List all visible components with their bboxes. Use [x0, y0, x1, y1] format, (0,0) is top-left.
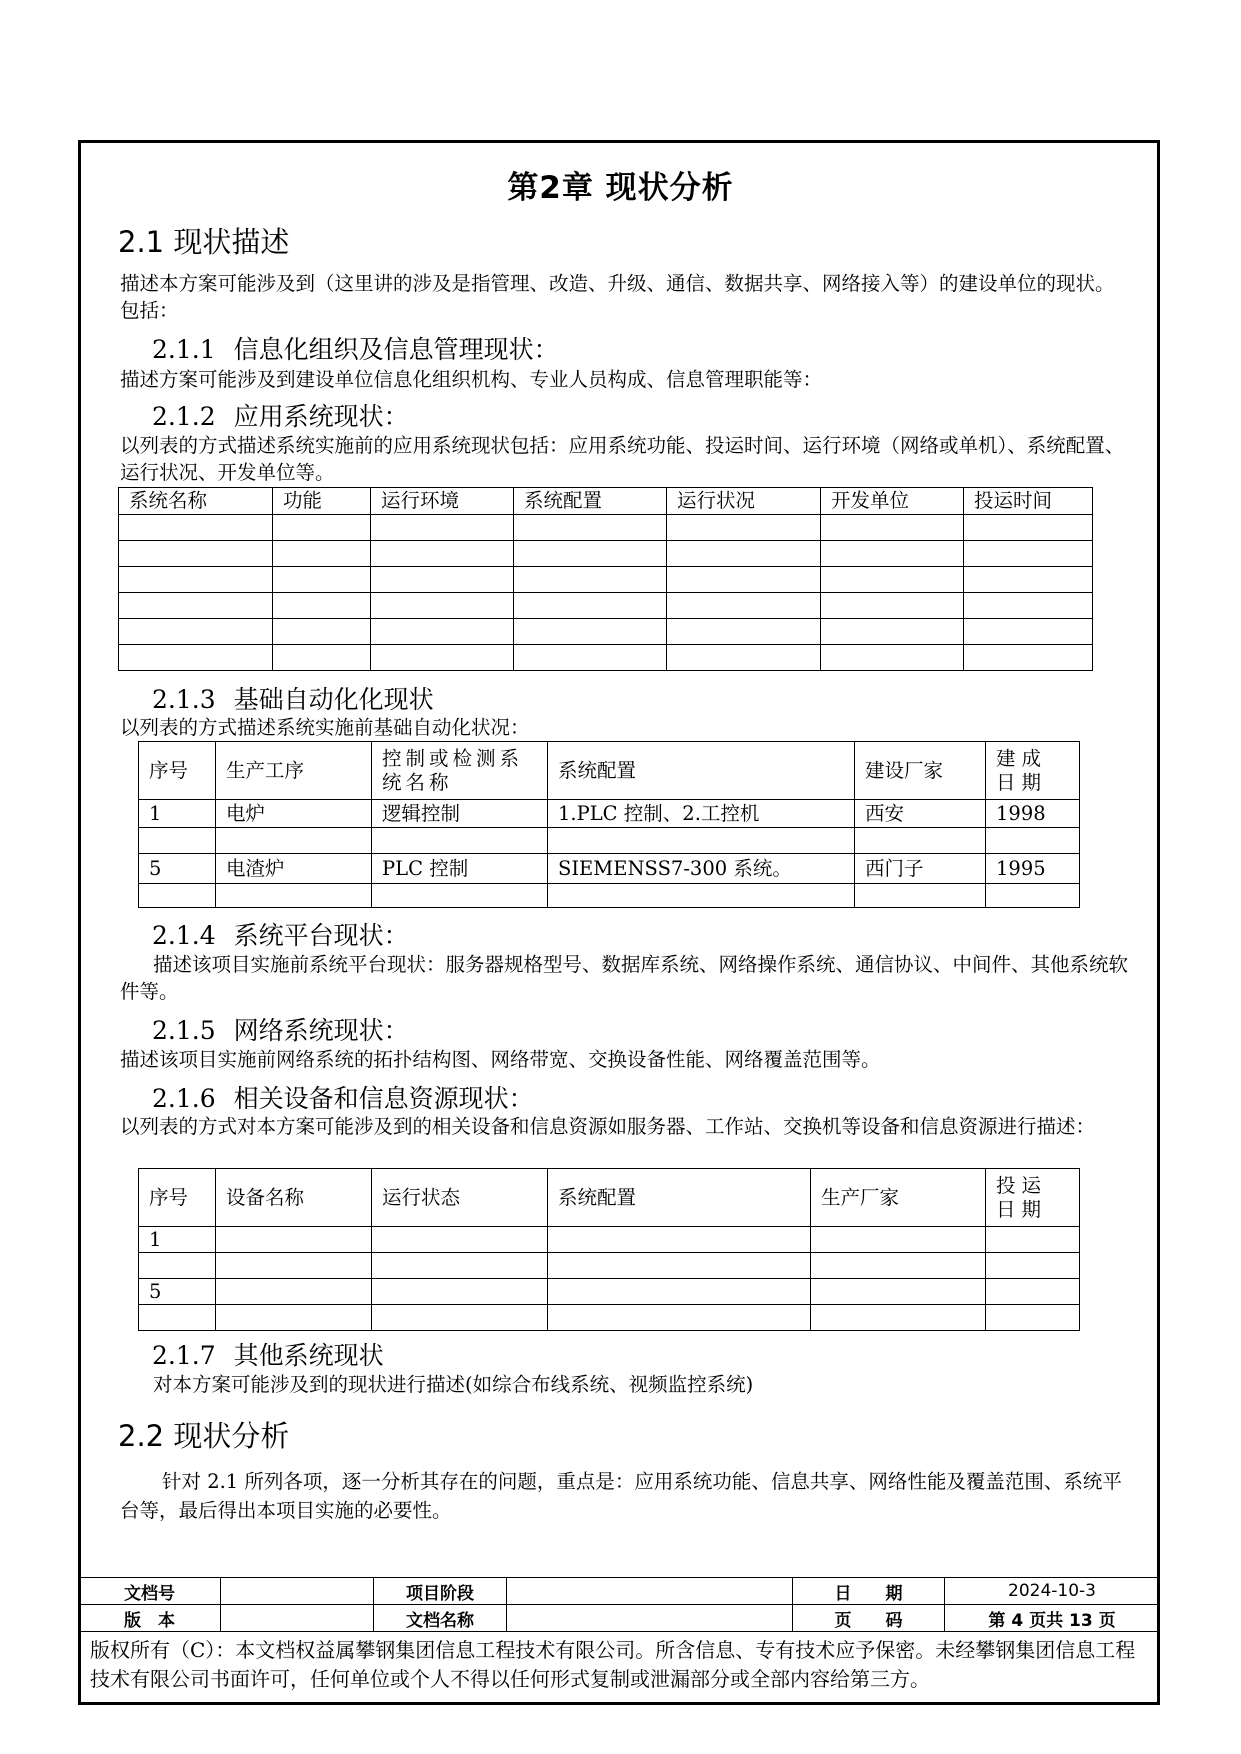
version-value [221, 1605, 374, 1632]
table-header-cell: 开发单位 [821, 488, 964, 515]
table-header-cell: 运行状况 [667, 488, 821, 515]
table-header-cell: 系统配置 [548, 742, 855, 800]
section-2-1-5-text: 描述该项目实施前网络系统的拓扑结构图、网络带宽、交换设备性能、网络覆盖范围等。 [120, 1048, 881, 1071]
date-value: 2024-10-3 [945, 1578, 1160, 1605]
table-cell: 电渣炉 [216, 854, 372, 884]
table-cell [216, 884, 372, 908]
section-2-1-5-heading [152, 1011, 409, 1047]
table-cell [986, 884, 1080, 908]
table-cell: 逻辑控制 [372, 800, 548, 828]
application-systems-table [118, 487, 1093, 671]
section-title: 基础自动化化现状 [233, 685, 434, 714]
section-title: 信息化组织及信息管理现状： [233, 335, 559, 364]
table-cell: 1 [139, 1227, 216, 1253]
table-cell [548, 828, 855, 854]
table-row [139, 854, 1080, 884]
table-cell [139, 1305, 216, 1331]
table-header-cell: 建设厂家 [855, 742, 986, 800]
section-2-1-6-text: 以列表的方式对本方案可能涉及到的相关设备和信息资源如服务器、工作站、交换机等设备和信息资源进行描述： [120, 1115, 1096, 1138]
project-stage-value [507, 1578, 793, 1605]
table-header-row [119, 488, 1093, 515]
section-title: 其他系统现状 [233, 1341, 384, 1370]
table-header-cell: 运行环境 [371, 488, 514, 515]
table-row [139, 1227, 1080, 1253]
chapter-title: 第2章 现状分析 [507, 170, 734, 206]
section-number: 2.1.7 [152, 1341, 216, 1370]
table-row [119, 567, 1093, 593]
table-cell [216, 828, 372, 854]
table-row [119, 541, 1093, 567]
table-cell [548, 884, 855, 908]
table-header-cell: 序号 [139, 742, 216, 800]
table-cell: 1995 [986, 854, 1080, 884]
section-2-1-title: 2.1 现状描述 [118, 225, 290, 259]
table-cell [855, 828, 986, 854]
section-2-1-3-text: 以列表的方式描述系统实施前基础自动化状况： [120, 716, 530, 739]
table-header-cell: 建成日期 [986, 742, 1080, 800]
section-title: 网络系统现状： [233, 1016, 409, 1045]
table-row [139, 828, 1080, 854]
section-number: 2.1.2 [152, 402, 216, 431]
section-2-1-3-heading [152, 680, 434, 716]
table-cell: PLC 控制 [372, 854, 548, 884]
section-2-1-6-heading [152, 1079, 534, 1115]
table-cell: 西安 [855, 800, 986, 828]
table-header-cell: 系统配置 [514, 488, 667, 515]
table-cell [139, 884, 216, 908]
section-2-1-2-heading [152, 397, 409, 433]
section-2-1-4-text: 描述该项目实施前系统平台现状：服务器规格型号、数据库系统、网络操作系统、通信协议、中间件、其他系统软件等。 [120, 953, 1129, 1003]
section-2-1-intro: 描述本方案可能涉及到（这里讲的涉及是指管理、改造、升级、通信、数据共享、网络接入等）的建设单位的现状。包括： [120, 272, 1115, 322]
table-row [139, 1253, 1080, 1279]
document-footer-table [78, 1577, 1160, 1632]
table-row [119, 619, 1093, 645]
table-cell: 1998 [986, 800, 1080, 828]
table-header-cell: 投运时间 [964, 488, 1093, 515]
table-header-cell: 功能 [273, 488, 371, 515]
doc-number-value [221, 1578, 374, 1605]
table-row [139, 800, 1080, 828]
doc-number-label: 文档号 [79, 1578, 221, 1605]
table-header-cell: 系统配置 [548, 1169, 811, 1227]
table-cell [855, 884, 986, 908]
table-header-cell: 序号 [139, 1169, 216, 1227]
table-cell: 1.PLC 控制、2.工控机 [548, 800, 855, 828]
section-number: 2.1.3 [152, 685, 216, 714]
table-row [119, 645, 1093, 671]
section-number: 2.1.1 [152, 335, 216, 364]
table-header-row [139, 1169, 1080, 1227]
doc-name-value [507, 1605, 793, 1632]
table-row [119, 515, 1093, 541]
table-header-cell: 设备名称 [216, 1169, 372, 1227]
section-2-2-text: 针对 2.1 所列各项，逐一分析其存在的问题，重点是：应用系统功能、信息共享、网络性能及覆盖范围、系统平台等，最后得出本项目实施的必要性。 [120, 1470, 1122, 1522]
section-number: 2.1.5 [152, 1016, 216, 1045]
table-cell: SIEMENSS7-300 系统。 [548, 854, 855, 884]
table-cell [372, 828, 548, 854]
page-number: 第 4 页共 13 页 [945, 1605, 1160, 1632]
table-cell: 5 [139, 854, 216, 884]
section-number: 2.1.4 [152, 921, 216, 950]
section-title: 相关设备和信息资源现状： [233, 1084, 534, 1113]
automation-table [138, 741, 1080, 908]
table-header-cell: 投运日期 [986, 1169, 1080, 1227]
table-header-cell: 系统名称 [119, 488, 273, 515]
section-2-1-4-heading [152, 916, 409, 952]
table-header-row [139, 742, 1080, 800]
section-2-1-1-text: 描述方案可能涉及到建设单位信息化组织机构、专业人员构成、信息管理职能等： [120, 368, 823, 391]
section-2-2-title: 2.2 现状分析 [118, 1419, 290, 1453]
date-label: 日 期 [793, 1578, 945, 1605]
table-cell [139, 1253, 216, 1279]
table-row [139, 1305, 1080, 1331]
project-stage-label: 项目阶段 [374, 1578, 507, 1605]
section-number: 2.1.6 [152, 1084, 216, 1113]
section-2-1-7-heading [152, 1336, 384, 1372]
table-cell: 5 [139, 1279, 216, 1305]
table-header-cell: 控制或检测系统名称 [372, 742, 548, 800]
section-2-1-1-heading [152, 330, 559, 366]
section-2-1-2-text: 以列表的方式描述系统实施前的应用系统现状包括：应用系统功能、投运时间、运行环境（网络或单机）、系统配置、运行状况、开发单位等。 [120, 434, 1125, 484]
section-title: 系统平台现状： [233, 921, 409, 950]
equipment-table [138, 1168, 1080, 1331]
page-label: 页 码 [793, 1605, 945, 1632]
table-header-cell: 生产工序 [216, 742, 372, 800]
section-2-1-7-text: 对本方案可能涉及到的现状进行描述(如综合布线系统、视频监控系统) [153, 1373, 754, 1396]
doc-name-label: 文档名称 [374, 1605, 507, 1632]
table-row [139, 884, 1080, 908]
table-row [119, 593, 1093, 619]
copyright-notice: 版权所有（C）：本文档权益属攀钢集团信息工程技术有限公司。所含信息、专有技术应予保密。未经攀钢集团信息工程技术有限公司书面许可，任何单位或个人不得以任何形式复制或泄漏部分或全部内容给第三方。 [90, 1638, 1136, 1691]
section-title: 应用系统现状： [233, 402, 409, 431]
table-cell: 1 [139, 800, 216, 828]
version-label: 版 本 [79, 1605, 221, 1632]
table-cell [139, 828, 216, 854]
table-header-cell: 运行状态 [372, 1169, 548, 1227]
table-cell [372, 884, 548, 908]
table-cell [986, 828, 1080, 854]
table-cell: 电炉 [216, 800, 372, 828]
table-cell: 西门子 [855, 854, 986, 884]
table-header-cell: 生产厂家 [811, 1169, 986, 1227]
table-row [139, 1279, 1080, 1305]
